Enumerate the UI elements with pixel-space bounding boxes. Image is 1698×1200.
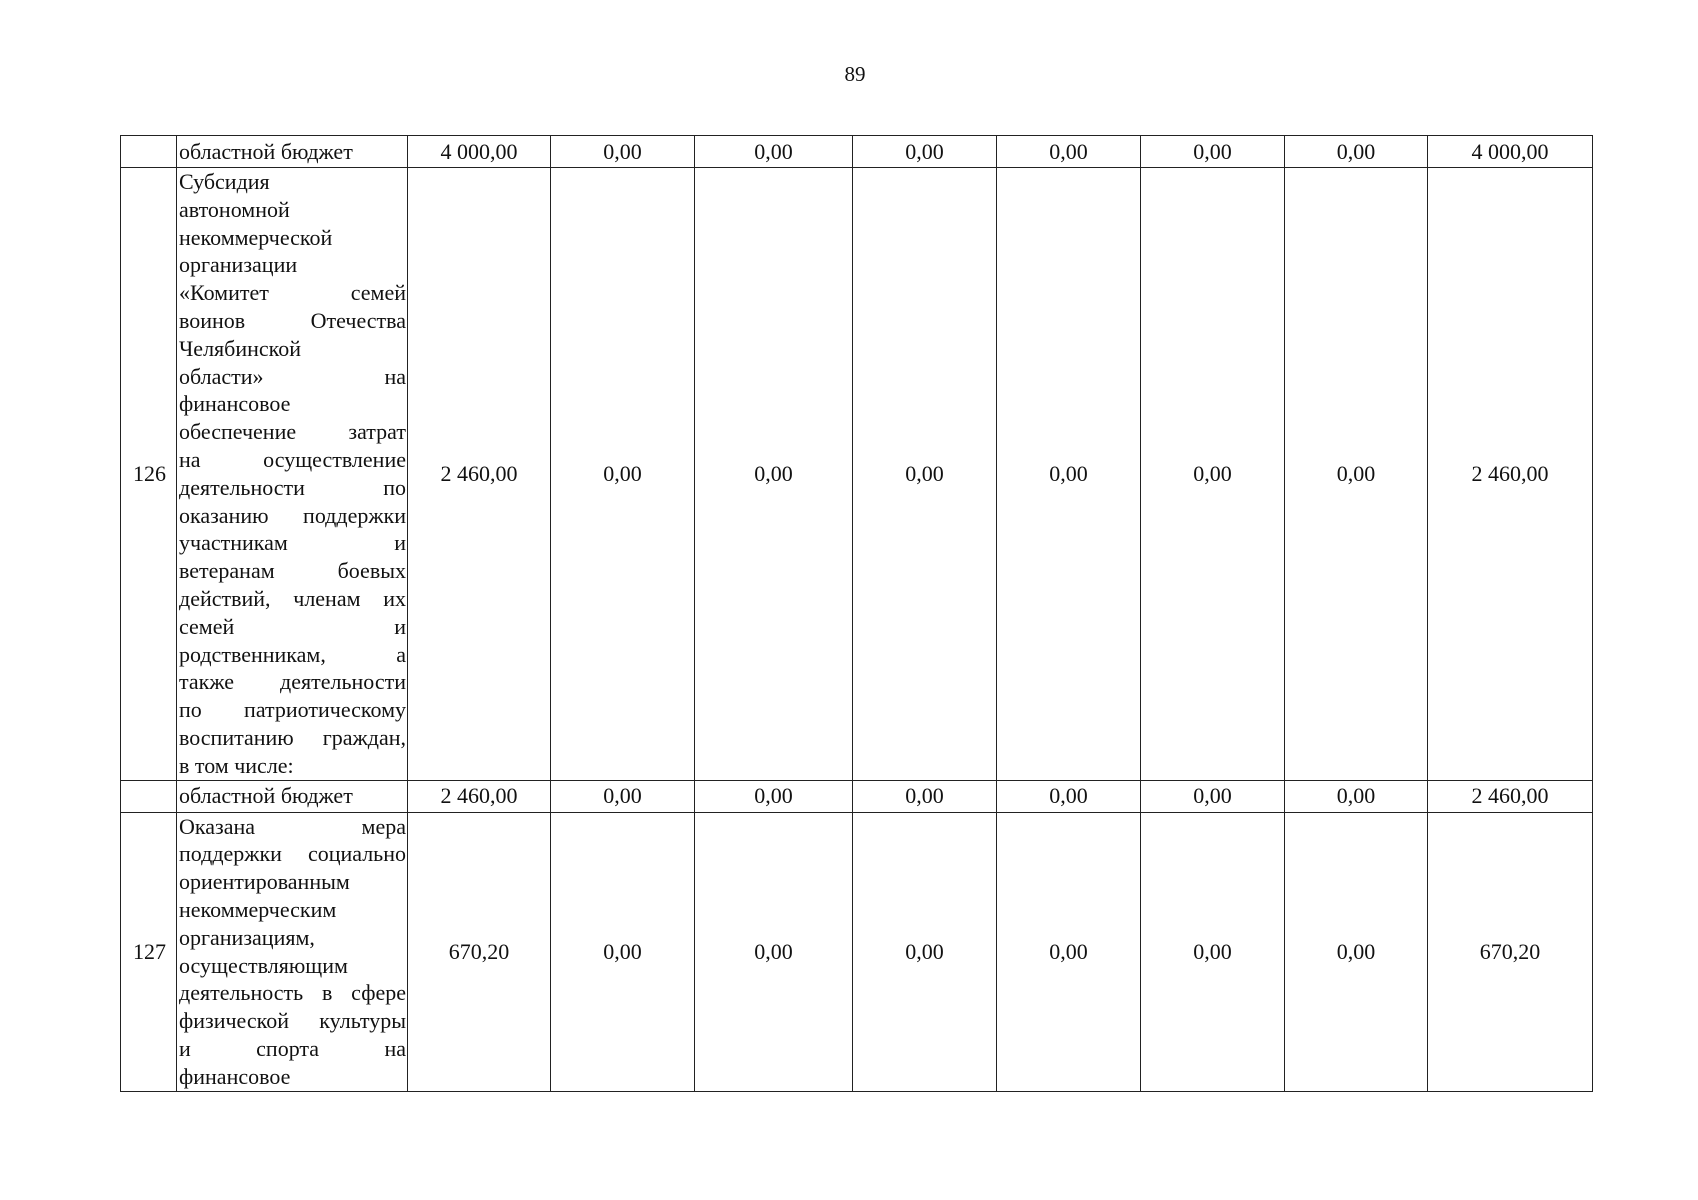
description-line: финансовое [179,1063,291,1089]
value-cell: 0,00 [997,780,1141,812]
table-row [121,168,1593,781]
value-cell: 0,00 [551,168,695,781]
budget-table [120,135,1593,1092]
value-cell: 0,00 [695,168,853,781]
row-number-cell [121,780,177,812]
description-line: ориентированным [179,869,350,895]
value-cell: 2 460,00 [1428,168,1593,781]
description-line: «Комитет семей [179,280,406,306]
value-cell: 0,00 [853,136,997,168]
description-line: воинов Отечества [179,307,406,333]
value-cell: 2 460,00 [408,168,551,781]
description-line: участникам и [179,530,406,556]
table-row [121,136,1593,168]
value-cell: 0,00 [853,780,997,812]
value-cell: 0,00 [1285,780,1428,812]
value-cell: 0,00 [1141,136,1285,168]
description-line: организации [179,252,298,278]
row-number-cell: 126 [121,168,177,781]
description-line: воспитанию граждан, [179,724,406,750]
value-cell: 0,00 [1141,780,1285,812]
description-line: областной бюджет [179,138,353,164]
description-cell [177,136,408,168]
table-body [121,136,1593,1092]
value-cell: 0,00 [1285,136,1428,168]
description-line: финансовое [179,391,291,417]
value-cell: 670,20 [1428,812,1593,1091]
description-line: ветеранам боевых [179,558,406,584]
value-cell: 0,00 [1141,812,1285,1091]
description-cell [177,780,408,812]
description-line: поддержки социально [179,841,406,867]
description-line: родственникам, а [179,641,406,667]
description-line: в том числе: [179,752,294,778]
value-cell: 0,00 [997,168,1141,781]
description-line: автономной [179,196,290,222]
description-line: деятельности по [179,474,406,500]
description-line: Субсидия [179,169,270,194]
value-cell: 0,00 [551,812,695,1091]
value-cell: 0,00 [695,812,853,1091]
table-row [121,812,1593,1091]
value-cell: 0,00 [853,168,997,781]
row-number-cell [121,136,177,168]
description-line: Челябинской [179,335,302,361]
description-line: деятельность в сфере [179,980,406,1006]
description-line: также деятельности [179,669,406,695]
description-line: осуществляющим [179,952,348,978]
description-line: и спорта на [179,1035,406,1061]
description-line: действий, членам их [179,585,406,611]
description-cell [177,812,408,1091]
value-cell: 0,00 [695,136,853,168]
value-cell: 0,00 [1285,812,1428,1091]
description-line: Оказана мера [179,813,406,839]
value-cell: 4 000,00 [408,136,551,168]
value-cell: 0,00 [1141,168,1285,781]
description-line: семей и [179,613,406,639]
value-cell: 0,00 [997,812,1141,1091]
value-cell: 0,00 [1285,168,1428,781]
value-cell: 0,00 [997,136,1141,168]
description-line: по патриотическому [179,697,406,723]
description-line: на осуществление [179,446,406,472]
value-cell: 0,00 [551,136,695,168]
value-cell: 0,00 [551,780,695,812]
description-line: оказанию поддержки [179,502,406,528]
value-cell: 0,00 [853,812,997,1091]
description-line: организациям, [179,924,315,950]
page-number: 89 [844,62,866,86]
description-cell [177,168,408,781]
description-line: некоммерческим [179,896,337,922]
value-cell: 2 460,00 [1428,780,1593,812]
description-line: областной бюджет [179,783,353,809]
description-line: обеспечение затрат [179,419,406,445]
description-line: некоммерческой [179,224,333,250]
value-cell: 0,00 [695,780,853,812]
row-number-cell: 127 [121,812,177,1091]
value-cell: 670,20 [408,812,551,1091]
table-row [121,780,1593,812]
description-line: области» на [179,363,406,389]
value-cell: 4 000,00 [1428,136,1593,168]
description-line: физической культуры [179,1008,406,1034]
value-cell: 2 460,00 [408,780,551,812]
